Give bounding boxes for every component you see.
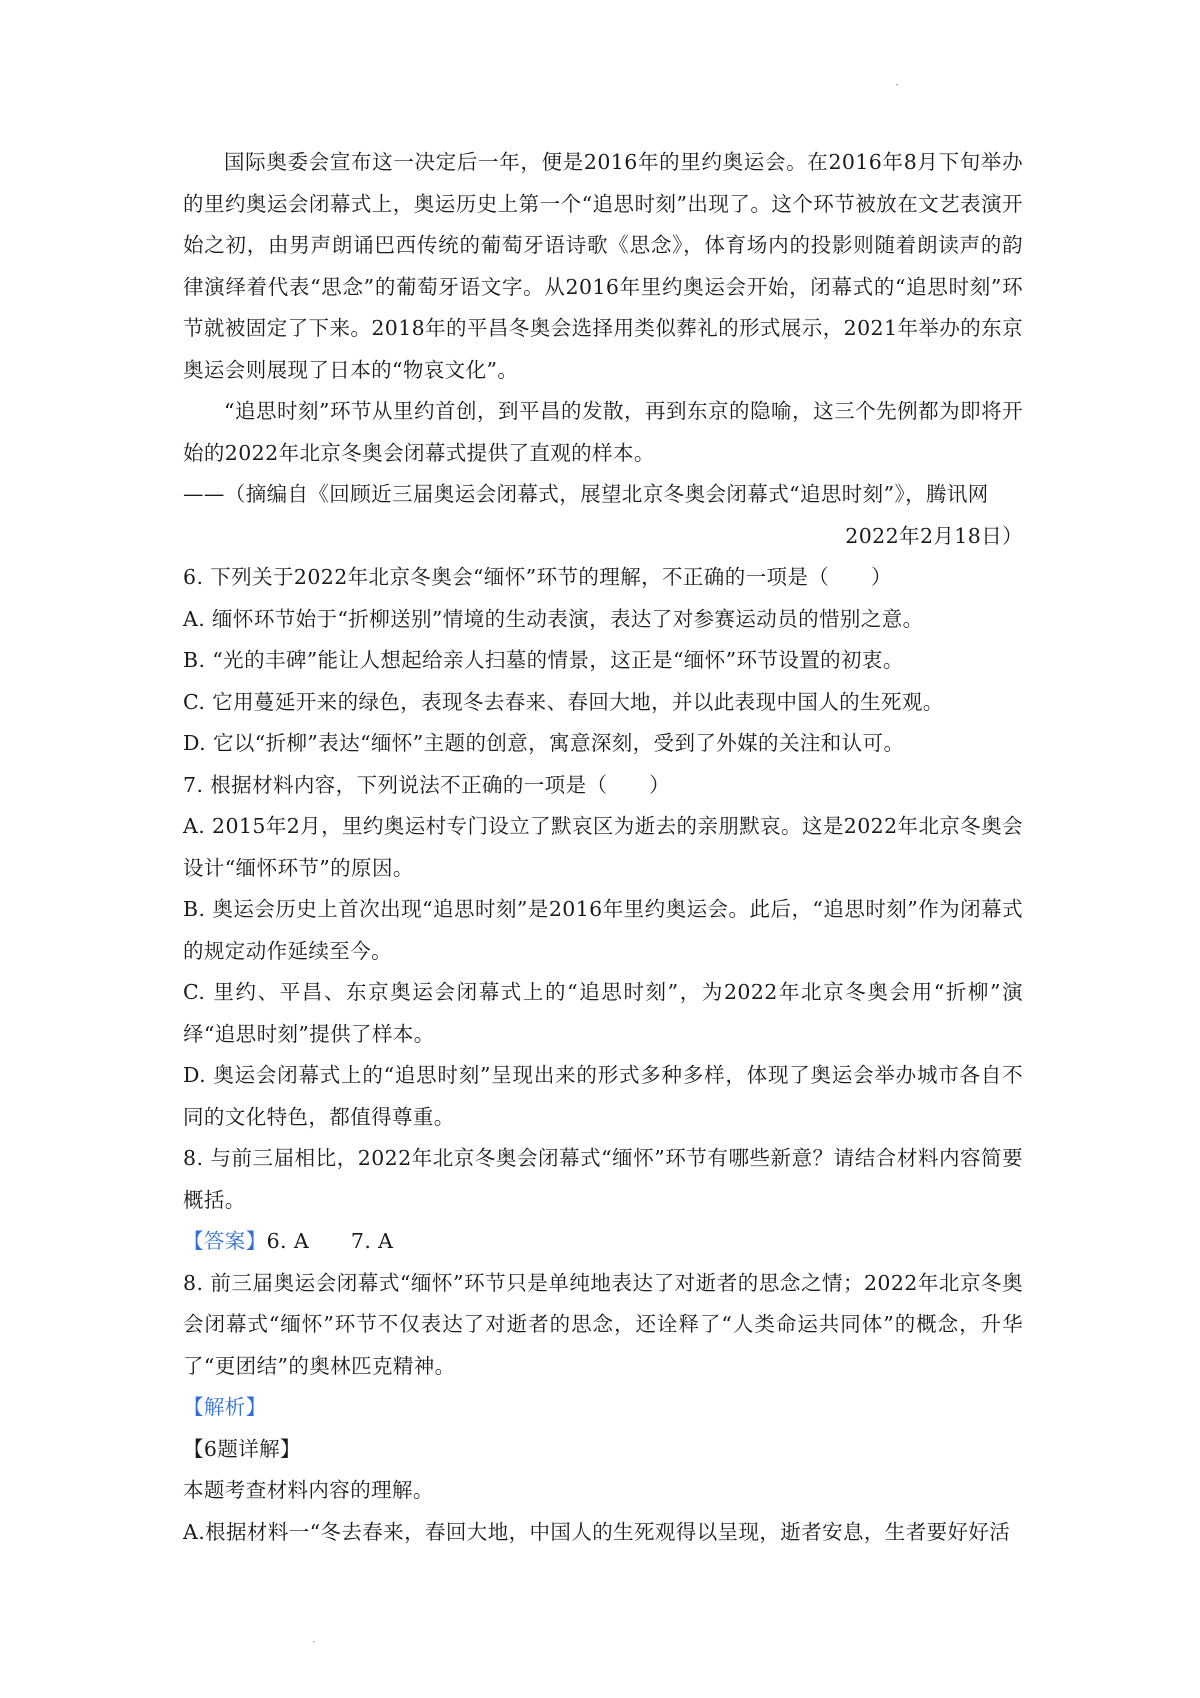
question-6-option-b: B. “光的丰碑”能让人想起给亲人扫墓的情景，这正是“缅怀”环节设置的初衷。	[183, 648, 904, 672]
analysis-q6-title: 【6题详解】	[183, 1436, 301, 1461]
question-7-option-c: C. 里约、平昌、东京奥运会闭幕式上的“追思时刻”，为2022年北京冬奥会用“折柳”演绎“追思时刻”提供了样本。	[183, 980, 1023, 1046]
analysis-option-a: A.根据材料一“冬去春来，春回大地，中国人的生死观得以呈现，逝者安息，生者要好好活	[183, 1519, 1011, 1544]
answer-q8: 8. 前三届奥运会闭幕式“缅怀”环节只是单纯地表达了对逝者的思念之情；2022年北京冬奥会闭幕式“缅怀”环节不仅表达了对逝者的思念，还诠释了“人类命运共同体”的概念，升华了“更团结”的奥林匹克精神。	[183, 1270, 1023, 1378]
question-6-option-d: D. 它以“折柳”表达“缅怀”主题的创意，寓意深刻，受到了外媒的关注和认可。	[183, 731, 905, 755]
passage-source-date: 2022年2月18日）	[845, 523, 1023, 548]
question-6-option-c: C. 它用蔓延开来的绿色，表现冬去春来、春回大地，并以此表现中国人的生死观。	[183, 689, 944, 714]
answer-choices: 6. A 7. A	[266, 1229, 394, 1253]
passage-paragraph-1: 国际奥委会宣布这一决定后一年，便是2016年的里约奥运会。在2016年8月下旬举办的里约奥运会闭幕式上，奥运历史上第一个“追思时刻”出现了。这个环节被放在文艺表演开始之初，由男声朗诵巴西传统的葡萄牙语诗歌《思念》，体育场内的投影则随着朗读声的韵律演绎着代表“思念”的葡萄牙语文字。从2016年里约奥运会开始，闭幕式的“追思时刻”环节就被固定了下来。2018年的平昌冬奥会选择用类似葬礼的形式展示，2021年举办的东京奥运会则展现了日本的“物哀文化”。	[183, 150, 1023, 382]
question-7-option-a: A. 2015年2月，里约奥运村专门设立了默哀区为逝去的亲朋默哀。这是2022年北京冬奥会设计“缅怀环节”的原因。	[183, 814, 1023, 880]
question-7-stem: 7. 根据材料内容，下列说法不正确的一项是（ ）	[183, 772, 671, 797]
scan-dot: ·	[895, 78, 899, 92]
answer-label: 【答案】	[183, 1229, 267, 1253]
question-7-option-d: D. 奥运会闭幕式上的“追思时刻”呈现出来的形式多种多样，体现了奥运会举办城市各自不同的文化特色，都值得尊重。	[183, 1063, 1023, 1129]
answer-line	[183, 1221, 1023, 1263]
question-7-option-b: B. 奥运会历史上首次出现“追思时刻”是2016年里约奥运会。此后，“追思时刻”作为闭幕式的规定动作延续至今。	[183, 897, 1023, 963]
analysis-label: 【解析】	[183, 1395, 267, 1419]
passage-paragraph-2: “追思时刻”环节从里约首创，到平昌的发散，再到东京的隐喻，这三个先例都为即将开始的2022年北京冬奥会闭幕式提供了直观的样本。	[183, 399, 1023, 465]
analysis-intro: 本题考查材料内容的理解。	[183, 1478, 434, 1502]
question-8-stem: 8. 与前三届相比，2022年北京冬奥会闭幕式“缅怀”环节有哪些新意？请结合材料内容简要概括。	[183, 1146, 1023, 1212]
passage-source: ——（摘编自《回顾近三届奥运会闭幕式，展望北京冬奥会闭幕式“追思时刻”》，腾讯网	[183, 482, 989, 506]
document-body	[183, 142, 1023, 1553]
scan-dot: ·	[312, 1635, 316, 1649]
question-6-option-a: A. 缅怀环节始于“折柳送别”情境的生动表演，表达了对参赛运动员的惜别之意。	[183, 606, 924, 631]
question-6-stem: 6. 下列关于2022年北京冬奥会“缅怀”环节的理解，不正确的一项是（ ）	[183, 565, 892, 589]
